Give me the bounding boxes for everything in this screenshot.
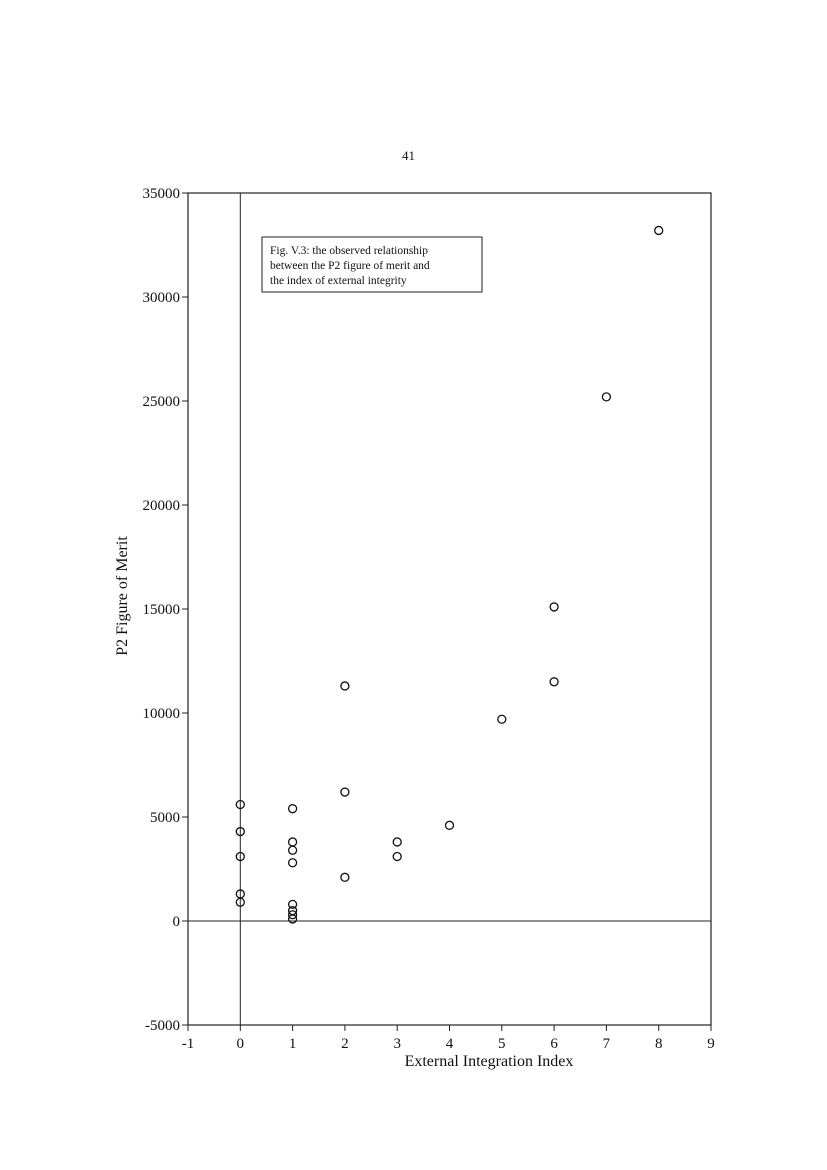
page-number: 41 bbox=[402, 148, 415, 163]
data-point bbox=[498, 715, 506, 723]
data-point bbox=[289, 846, 297, 854]
y-tick-label: 15000 bbox=[142, 602, 180, 618]
caption-line-1: Fig. V.3: the observed relationship bbox=[270, 245, 429, 257]
caption-line-3: the index of external integrity bbox=[270, 275, 407, 287]
x-tick-label: 0 bbox=[236, 1036, 245, 1052]
y-axis-title: P2 Figure of Merit bbox=[114, 536, 131, 656]
data-point bbox=[341, 682, 349, 690]
x-tick-label: 4 bbox=[445, 1036, 454, 1052]
x-tick-label: 5 bbox=[498, 1036, 506, 1052]
data-point bbox=[393, 838, 401, 846]
data-point bbox=[341, 873, 349, 881]
x-tick-label: 1 bbox=[288, 1036, 297, 1052]
x-tick-label: 3 bbox=[393, 1036, 401, 1052]
y-tick-label: 10000 bbox=[142, 706, 180, 722]
x-tick-label: 9 bbox=[707, 1036, 715, 1052]
data-point bbox=[289, 805, 297, 813]
y-tick-label: 20000 bbox=[142, 498, 180, 514]
data-point bbox=[289, 859, 297, 867]
data-point bbox=[550, 678, 558, 686]
y-tick-label: 35000 bbox=[142, 186, 180, 202]
x-tick-label: 7 bbox=[602, 1036, 611, 1052]
y-tick-label: 5000 bbox=[150, 810, 180, 826]
y-tick-label: 0 bbox=[172, 914, 180, 930]
data-point bbox=[602, 393, 610, 401]
figure-caption bbox=[262, 237, 482, 292]
x-tick-label: 8 bbox=[654, 1036, 663, 1052]
data-point bbox=[446, 821, 454, 829]
data-point bbox=[289, 838, 297, 846]
data-point bbox=[341, 788, 349, 796]
x-axis-title: External Integration Index bbox=[404, 1053, 574, 1070]
y-tick-label: 30000 bbox=[142, 290, 180, 306]
reference-lines bbox=[188, 193, 711, 1025]
data-points bbox=[236, 226, 662, 922]
data-point bbox=[550, 603, 558, 611]
y-tick-label: -5000 bbox=[145, 1018, 180, 1034]
data-point bbox=[393, 853, 401, 861]
x-tick-label: 6 bbox=[550, 1036, 558, 1052]
x-tick-label: -1 bbox=[181, 1036, 195, 1052]
caption-line-2: between the P2 figure of merit and bbox=[270, 260, 430, 272]
x-tick-label: 2 bbox=[341, 1036, 349, 1052]
data-point bbox=[655, 226, 663, 234]
x-axis bbox=[182, 1025, 715, 1052]
plot-frame bbox=[188, 193, 711, 1025]
y-axis bbox=[143, 186, 189, 1034]
y-tick-label: 25000 bbox=[142, 394, 180, 410]
